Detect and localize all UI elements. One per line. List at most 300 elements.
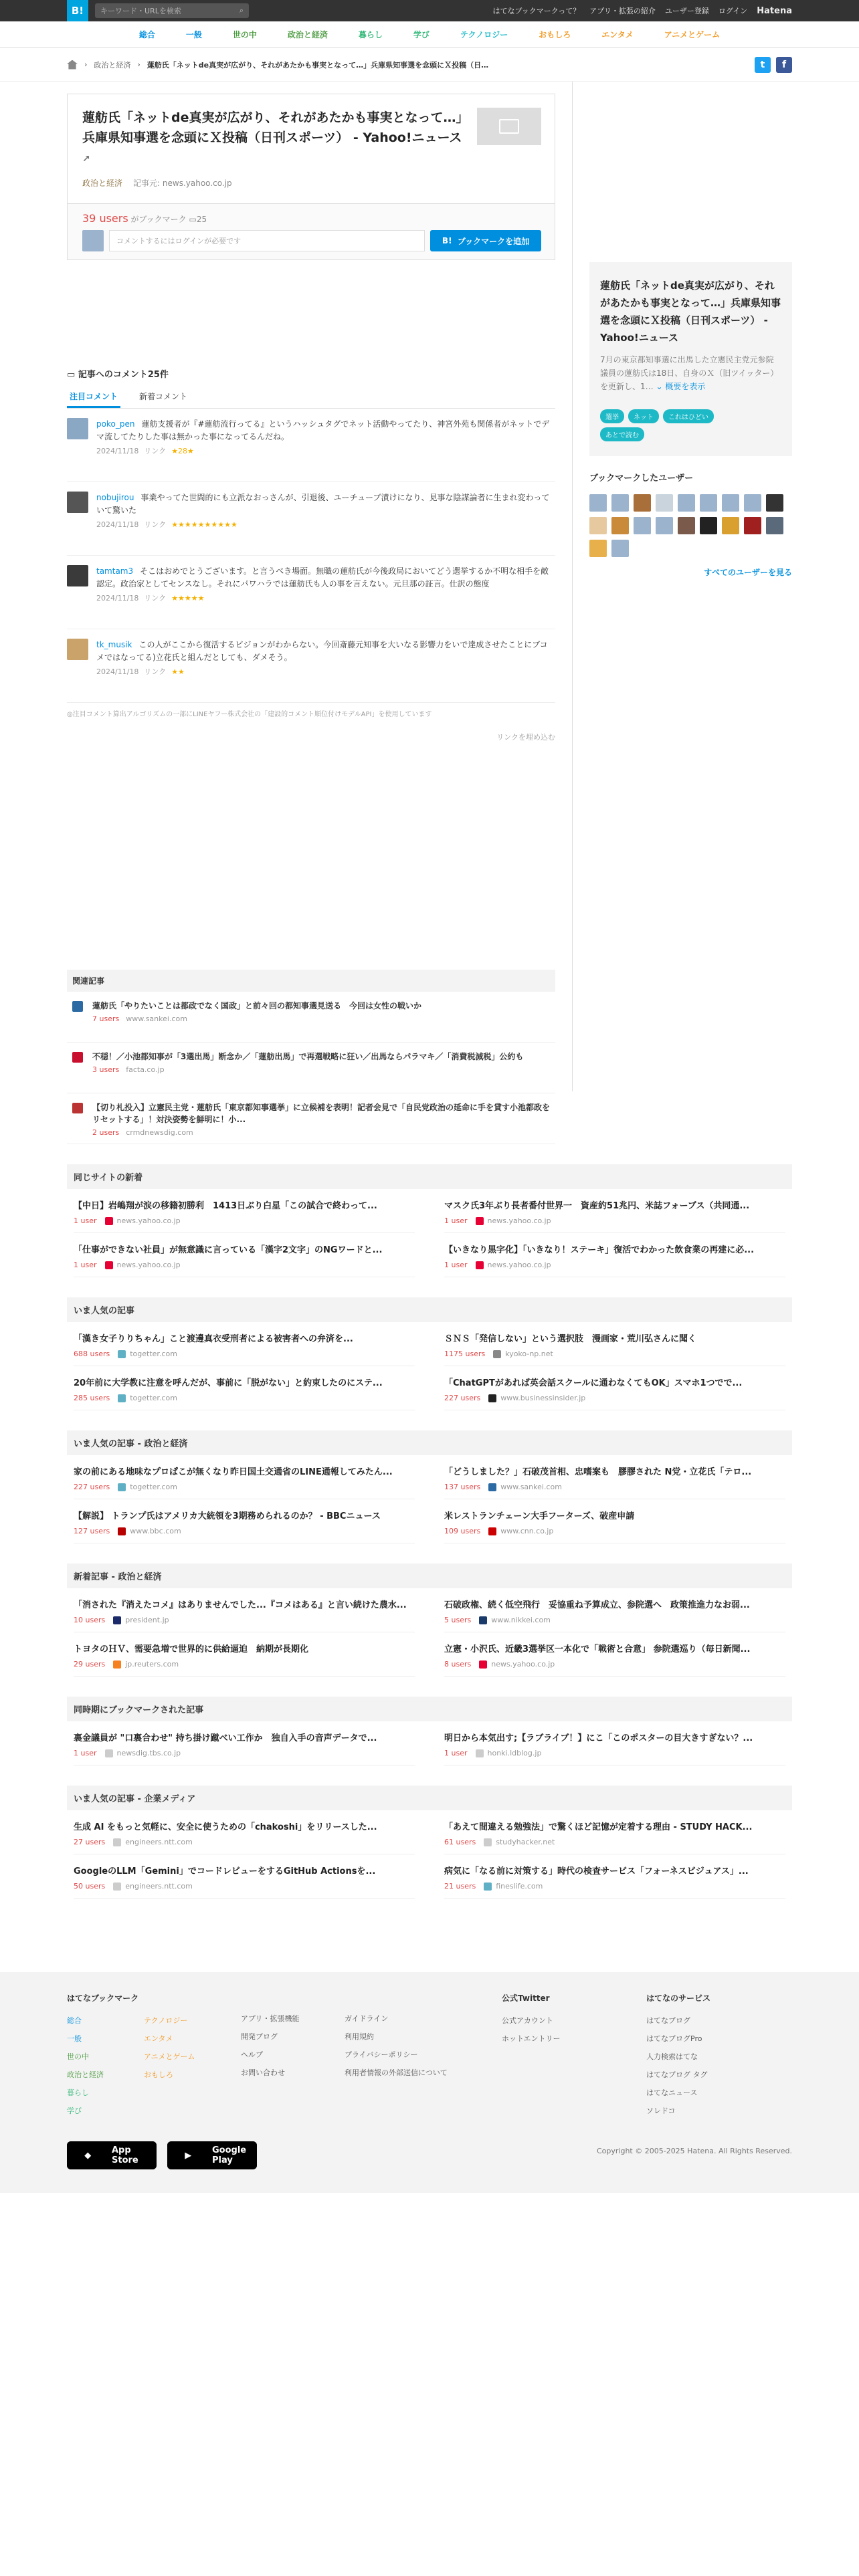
category-3[interactable]: 政治と経済 [287,30,328,39]
hatena-bookmark-logo[interactable]: B! [67,0,88,21]
comment-date: 2024/11/18 [96,447,139,455]
article-domain[interactable]: togetter.com [130,1394,177,1402]
article-meta [74,1216,415,1225]
tab-new-comments[interactable]: 新着コメント [139,392,188,401]
comment-text: 事業やってた世間的にも立派なおっさんが、引退後、ユーチューブ漬けになり、見事な陰謀論者に生まれ変わっていて驚いた [96,493,550,515]
user-avatar[interactable] [766,517,783,534]
footer-link[interactable]: 暮らし [67,2088,89,2097]
article-domain[interactable]: www.sankei.com [500,1483,562,1491]
entry-thumbnail[interactable] [477,108,541,145]
footer-link[interactable]: 人力検索はてな [646,2052,698,2061]
user-avatar[interactable] [589,494,607,512]
related-users[interactable]: 3 users [92,1065,120,1074]
comment-date: 2024/11/18 [96,594,139,603]
apple-icon: ◆ [67,2141,112,2169]
app-store-badge[interactable]: ◆ App Store [67,2141,157,2169]
article-users[interactable]: 1 user [444,1261,468,1269]
article-title[interactable]: 米レストランチェーン大手フーターズ、破産申請 [444,1511,635,1521]
star-rating[interactable]: ★★ [171,667,185,676]
category-5[interactable]: 学び [413,30,430,39]
user-avatar[interactable] [634,517,651,534]
article-domain[interactable]: president.jp [125,1616,169,1624]
comment-body [96,639,555,693]
bookmark-suffix: がブックマーク [130,215,187,224]
related-item[interactable] [67,1043,555,1093]
article-title[interactable]: 「消された『消えたコメ』はありませんでした...『コメはある』と言い続けた農水... [74,1600,407,1610]
article-domain[interactable]: studyhacker.net [496,1838,555,1846]
section-heading: 同じサイトの新着 [67,1164,792,1189]
about-link[interactable]: はてなブックマークって？ [492,7,581,15]
user-avatar[interactable] [744,517,761,534]
site-favicon-icon [484,1883,492,1891]
section-heading: いま人気の記事 - 政治と経済 [67,1430,792,1455]
comment-item [67,409,555,482]
article-title[interactable]: 「仕事ができない社員」が無意識に言っている「漢字2文字」のNGワードと... [74,1245,383,1255]
article-domain[interactable]: honki.ldblog.jp [487,1749,542,1757]
category-9[interactable]: アニメとゲーム [664,30,721,39]
article-domain[interactable]: news.yahoo.co.jp [116,1261,181,1269]
article-domain[interactable]: engineers.ntt.com [125,1838,193,1846]
article-meta [444,1749,785,1757]
user-avatar[interactable] [611,540,629,557]
facebook-share-icon[interactable]: f [776,57,792,73]
article-users[interactable]: 61 users [444,1838,476,1846]
comments-heading: ▭ 記事へのコメント25件 [67,370,169,380]
comment-user[interactable]: tamtam3 [96,566,134,576]
article-section [67,1564,792,1677]
article-domain[interactable]: www.bbc.com [130,1527,181,1535]
comment-body [96,492,555,546]
site-favicon-icon [72,1052,83,1063]
user-avatar[interactable] [678,517,695,534]
article-domain[interactable]: togetter.com [130,1350,177,1358]
comment-link[interactable]: リンク [144,447,167,455]
article-title[interactable]: 【いきなり黒字化】「いきなり！ステーキ」復活でわかった飲食業の再建に必... [444,1245,755,1255]
entry-summary-card [589,262,792,456]
article-title[interactable]: 生成 AI をもっと気軽に、安全に使うための「chakoshi」をリリースした... [74,1822,377,1832]
user-avatar[interactable] [589,517,607,534]
entry-category[interactable]: 政治と経済 [82,179,123,188]
site-favicon-icon [113,1660,121,1669]
article-meta [444,1216,785,1225]
search-box[interactable] [95,3,249,18]
article-users[interactable]: 27 users [74,1838,106,1846]
article-users[interactable]: 29 users [74,1660,106,1669]
entry-title[interactable]: 蓮舫氏「ネットde真実が広がり、それがあたかも事実となって…」兵庫県知事選を念頭にＸ投稿（日刊スポーツ） - Yahoo!ニュース ↗ [82,110,469,165]
related-meta [92,1065,523,1074]
article-section [67,1697,792,1765]
tag-chip[interactable]: これはひどい [663,409,714,423]
article-item[interactable] [444,1854,785,1899]
related-users[interactable]: 2 users [92,1128,120,1137]
footer-link[interactable]: はてなブログ [646,2016,690,2025]
article-title[interactable]: 20年前に大学教に注意を呼んだが、事前に「脱がない」と約束したのにステ... [74,1378,383,1388]
site-favicon-icon [476,1749,484,1757]
section-heading: 同時期にブックマークされた記事 [67,1697,792,1721]
article-users[interactable]: 1 user [74,1216,97,1225]
avatar[interactable] [67,639,88,660]
footer-link[interactable]: プライバシーポリシー [345,2050,418,2059]
avatar [82,230,104,251]
site-favicon-icon [118,1394,126,1402]
user-avatar[interactable] [722,494,739,512]
article-title[interactable]: マスク氏3年ぶり長者番付世界一 資産約51兆円、米誌フォーブス（共同通... [444,1201,750,1211]
related-title[interactable]: 【切り札投入】立憲民主党・蓮舫氏「東京都知事選挙」に立候補を表明！記者会見で「自民党政治の延命に手を貸す小池都政をリセットする」！対決姿勢を鮮明に！小... [92,1103,551,1124]
article-title[interactable]: 家の前にある地味なプロぱこが無くなり昨日国土交通省のLINE通報してみたん... [74,1467,393,1477]
article-title[interactable]: ＳＮＳ「発信しない」という選択肢 漫画家・荒川弘さんに聞く [444,1334,697,1344]
site-favicon-icon [488,1527,496,1535]
category-1[interactable]: 一般 [185,30,202,39]
site-favicon-icon [479,1616,487,1624]
footer-link[interactable]: エンタメ [144,2034,173,2043]
site-favicon-icon [476,1217,484,1225]
category-nav [0,21,859,48]
article-domain[interactable]: jp.reuters.com [125,1660,179,1669]
article-users[interactable]: 21 users [444,1882,476,1891]
comment-item [67,556,555,629]
related-item[interactable] [67,1093,555,1144]
article-item[interactable] [74,1322,415,1366]
tag-chip[interactable]: ネット [628,409,659,423]
site-favicon-icon [479,1660,487,1669]
article-item[interactable] [74,1455,415,1499]
site-favicon-icon [105,1749,113,1757]
show-summary-link[interactable]: ⌄ 概要を表示 [656,382,706,391]
footer-link[interactable]: 総合 [67,2016,82,2025]
summary-title[interactable]: 蓮舫氏「ネットde真実が広がり、それがあたかも事実となって…」兵庫県知事選を念頭にＸ投稿（日刊スポーツ） - Yahoo!ニュース [600,280,781,344]
article-title[interactable]: GoogleのLLM「Gemini」でコードレビューをするGitHub Actionsを... [74,1866,376,1876]
footer-link[interactable]: アプリ・拡張機能 [241,2014,300,2023]
twitter-share-icon[interactable]: t [755,57,771,73]
entry-source[interactable]: news.yahoo.co.jp [162,179,232,188]
article-item[interactable] [74,1854,415,1899]
category-0[interactable]: 総合 [138,30,155,39]
apps-link[interactable]: アプリ・拡張の紹介 [589,7,656,15]
article-domain[interactable]: kyoko-np.net [505,1350,553,1358]
footer-link[interactable]: おもしろ [144,2070,173,2079]
article-users[interactable]: 285 users [74,1394,110,1402]
article-meta [74,1394,415,1402]
article-meta [444,1527,785,1535]
related-title[interactable]: 不穏！／小池都知事が「3選出馬」断念か／「蓮舫出馬」で再選戦略に狂い／出馬ならパラマキ／「消費税減税」公約も [92,1052,524,1061]
article-users[interactable]: 1 user [74,1749,97,1757]
category-2[interactable]: 世の中 [232,30,257,39]
site-favicon-icon [488,1394,496,1402]
article-item[interactable] [74,1721,415,1765]
article-domain[interactable]: news.yahoo.co.jp [487,1216,551,1225]
article-item[interactable] [444,1366,785,1410]
entry-box: 蓮舫氏「ネットde真実が広がり、それがあたかも事実となって…」兵庫県知事選を念頭にＸ投稿（日刊スポーツ） - Yahoo!ニュース ↗ 政治と経済 記事元: news.yahoo.co.jp 39 users がブックマーク ▭25 コメントするにはログインが必要です B! ブックマークを追加 [67,94,555,260]
article-item[interactable] [444,1721,785,1765]
article-section [67,1297,792,1410]
site-favicon-icon [105,1217,113,1225]
algorithm-note: ◎注目コメント算出アルゴリズムの一部にLINEヤフー株式会社の「建設的コメント順位付けモデルAPI」を使用しています [67,711,432,718]
breadcrumb-category[interactable]: 政治と経済 [94,60,131,70]
article-title[interactable]: 【解説】 トランプ氏はアメリカ大統領を3期務められるのか？ - BBCニュース [74,1511,381,1521]
comment-meta [96,592,555,605]
user-avatar[interactable] [611,494,629,512]
article-users[interactable]: 688 users [74,1350,110,1358]
top-bar [0,0,859,21]
user-avatar[interactable] [656,517,673,534]
article-title[interactable]: 「漢き女子りりちゃん」こと渡邊真衣受刑者による被害者への弁済を... [74,1334,353,1344]
article-domain[interactable]: engineers.ntt.com [125,1882,193,1891]
comment-text: そこはおめでとうございます。と言うべき場面。無職の蓮舫氏が今後政局においてどう選挙するか不明な相手を敵認定。政治家としてセンスなし。それにパワハラでは蓮舫氏も人の事を言えない。元旦那の証言。仕訳の態度 [96,566,549,588]
related-heading: 関連記事 [67,970,555,992]
footer [0,1972,859,2193]
article-section [67,1430,792,1543]
all-users-link[interactable]: すべてのユーザーを見る [704,568,792,577]
article-meta [444,1350,785,1358]
footer-link[interactable]: 一般 [67,2034,82,2043]
ad-space [67,742,555,963]
search-input[interactable]: キーワード・URLを検索 [100,7,181,15]
copyright: Copyright © 2005-2025 Hatena. All Rights Reserved. [596,2147,792,2155]
article-domain[interactable]: www.nikkei.com [491,1616,551,1624]
source-label: 記事元 [133,179,158,188]
article-title[interactable]: トヨタのＨＶ、需要急増で世界的に供給逼迫 納期が長期化 [74,1644,309,1654]
avatar[interactable] [67,418,88,439]
comment-item [67,482,555,556]
search-icon[interactable]: ⌕ [239,6,244,15]
register-link[interactable]: ユーザー登録 [664,7,709,15]
article-meta [74,1660,415,1669]
article-item[interactable] [444,1233,785,1277]
section-heading: いま人気の記事 - 企業メディア [67,1786,792,1810]
site-favicon-icon [113,1838,121,1846]
google-play-badge[interactable]: ▶ Google Play [167,2141,257,2169]
article-title[interactable]: 裏金議員が "口裏合わせ" 持ち掛け蹴べい工作か 独自入手の音声データで... [74,1733,377,1743]
hatena-brand[interactable]: Hatena [757,5,792,16]
star-rating[interactable]: ★★★★★★★★★★ [171,520,237,529]
footer-link[interactable]: テクノロジー [144,2016,188,2025]
article-item[interactable] [444,1632,785,1677]
article-item[interactable] [74,1366,415,1410]
footer-bookmark-heading: はてなブックマーク [67,1994,139,2003]
article-domain[interactable]: fineslife.com [496,1882,543,1891]
article-title[interactable]: 石破政権、続く低空飛行 妥協重ね予算成立、参院選へ 政策推進力なお弱... [444,1600,750,1610]
article-item[interactable] [74,1233,415,1277]
article-domain[interactable]: www.cnn.co.jp [500,1527,554,1535]
article-meta [74,1261,415,1269]
bookmark-users-heading: ブックマークしたユーザー [589,473,694,484]
article-title[interactable]: 「どうしました？」石破茂首相、忠嗜案も 膠膠された N党・立花氏「テロ... [444,1467,752,1477]
article-meta [444,1483,785,1491]
article-meta [444,1660,785,1669]
footer-link[interactable]: 政治と経済 [67,2070,104,2079]
footer-link[interactable]: 利用者情報の外部送信について [345,2068,448,2077]
article-users[interactable]: 109 users [444,1527,481,1535]
article-title[interactable]: 明日から本気出す;【ラブライブ！】にこ「このポスターの目大きすぎない？... [444,1733,753,1743]
user-avatar[interactable] [700,517,717,534]
external-link-icon[interactable]: ↗ [82,154,90,165]
site-favicon-icon [72,1001,83,1012]
article-meta [444,1616,785,1624]
site-favicon-icon [488,1483,496,1491]
footer-link[interactable]: 学び [67,2107,82,2115]
footer-twitter-heading: 公式Twitter [502,1994,550,2003]
article-users[interactable]: 137 users [444,1483,481,1491]
article-meta [74,1616,415,1624]
article-meta [74,1350,415,1358]
user-avatar[interactable] [700,494,717,512]
summary-text: 7月の東京都知事選に出馬した立憲民主党元参院議員の蓮舫氏は18日、自身のＸ（旧ツイッター）を更新し、1… [600,355,779,391]
article-item[interactable] [74,1588,415,1632]
embed-link[interactable]: リンクを埋め込む [496,733,555,742]
article-item[interactable] [444,1810,785,1854]
article-domain[interactable]: news.yahoo.co.jp [491,1660,555,1669]
site-favicon-icon [113,1883,121,1891]
article-item[interactable] [444,1455,785,1499]
footer-link[interactable]: ホットエントリー [502,2034,561,2043]
site-favicon-icon [118,1483,126,1491]
footer-link[interactable]: はてなブログPro [646,2034,702,2043]
article-item[interactable] [444,1322,785,1366]
comment-meta [96,518,555,531]
article-item[interactable] [74,1189,415,1233]
comment-link[interactable]: リンク [144,594,167,603]
article-users[interactable]: 50 users [74,1882,106,1891]
category-4[interactable]: 暮らし [358,30,383,39]
article-meta [444,1838,785,1846]
comment-body [96,418,555,472]
article-users[interactable]: 227 users [74,1483,110,1491]
comment-meta [96,445,555,457]
article-title[interactable]: 病気に「なる前に対策する」時代の検査サービス「フォーネスビジュアス」... [444,1866,749,1876]
comment-count: 25 [196,215,207,224]
footer-link[interactable]: ヘルプ [241,2050,263,2059]
comment-link[interactable]: リンク [144,520,167,529]
login-link[interactable]: ログイン [718,7,748,15]
site-favicon-icon [118,1350,126,1358]
footer-link[interactable]: はてなブログ タグ [646,2070,708,2079]
article-users[interactable]: 1 user [74,1261,97,1269]
comment-text: 蓮舫支援者が『#蓮舫流行ってる』というハッシュタグでネット活動やってたり、神宮外苑も関係者がネットでデマ流してたりした事は無かった事になってるんだね。 [96,419,550,441]
site-favicon-icon [476,1261,484,1269]
site-favicon-icon [484,1838,492,1846]
site-favicon-icon [72,1103,83,1113]
article-item[interactable] [74,1499,415,1543]
section-heading: 新着記事 - 政治と経済 [67,1564,792,1588]
category-6[interactable]: テクノロジー [460,30,508,39]
article-users[interactable]: 10 users [74,1616,106,1624]
article-item[interactable] [74,1810,415,1854]
article-item[interactable] [444,1189,785,1233]
comment-user[interactable]: poko_pen [96,419,135,429]
article-meta [444,1261,785,1269]
related-domain[interactable]: crmdnewsdig.com [126,1128,193,1137]
play-icon: ▶ [167,2141,212,2169]
comment-input[interactable]: コメントするにはログインが必要です [109,230,425,251]
article-users[interactable]: 8 users [444,1660,472,1669]
user-avatar[interactable] [744,494,761,512]
article-item[interactable] [444,1499,785,1543]
article-domain[interactable]: news.yahoo.co.jp [487,1261,551,1269]
comment-item [67,629,555,703]
footer-link[interactable]: アニメとゲーム [144,2052,195,2061]
user-avatar[interactable] [766,494,783,512]
user-avatar[interactable] [589,540,607,557]
article-domain[interactable]: newsdig.tbs.co.jp [116,1749,181,1757]
home-icon[interactable] [67,60,78,70]
comment-date: 2024/11/18 [96,520,139,529]
related-domain[interactable]: www.sankei.com [126,1014,187,1023]
article-meta [444,1882,785,1891]
footer-link[interactable]: 公式アカウント [502,2016,553,2025]
related-item[interactable] [67,992,555,1043]
article-domain[interactable]: www.businessinsider.jp [500,1394,586,1402]
category-7[interactable]: おもしろ [539,30,571,39]
article-users[interactable]: 227 users [444,1394,481,1402]
tag-chip[interactable]: 選挙 [600,409,624,423]
user-avatar[interactable] [722,517,739,534]
site-favicon-icon [118,1527,126,1535]
article-users[interactable]: 1 user [444,1749,468,1757]
add-bookmark-button[interactable]: B! ブックマークを追加 [430,230,541,251]
footer-link[interactable]: 世の中 [67,2052,89,2061]
footer-link[interactable]: ソレドコ [646,2107,676,2115]
comment-link[interactable]: リンク [144,667,167,676]
tab-featured-comments[interactable]: 注目コメント [67,387,120,408]
category-8[interactable]: エンタメ [601,30,634,39]
user-avatar[interactable] [611,517,629,534]
article-section [67,1786,792,1899]
site-favicon-icon [113,1616,121,1624]
comment-icon: ▭ [189,215,197,224]
footer-link[interactable]: お問い合わせ [241,2068,285,2077]
comment-user[interactable]: tk_musik [96,640,132,649]
article-title[interactable]: 【中日】岩嶋翔が涙の移籍初勝利 1413日ぶり白星「この試合で終わって... [74,1201,377,1211]
article-item[interactable] [444,1588,785,1632]
breadcrumb-title: 蓮舫氏「ネットde真実が広がり、それがあたかも事実となって…」兵庫県知事選を念頭にＸ投稿（日… [147,60,489,70]
related-meta [92,1128,550,1137]
article-item[interactable] [74,1632,415,1677]
tag-chip[interactable]: あとで読む [600,427,644,441]
comment-body [96,565,555,619]
avatar[interactable] [67,492,88,513]
article-title[interactable]: 「ChatGPTがあれば英会話スクールに通わなくてもOK」スマホ1つでで... [444,1378,743,1388]
article-users[interactable]: 1 user [444,1216,468,1225]
section-heading: いま人気の記事 [67,1297,792,1322]
article-users[interactable]: 5 users [444,1616,472,1624]
avatar[interactable] [67,565,88,586]
related-users[interactable]: 7 users [92,1014,120,1023]
star-rating[interactable]: ★28★ [171,447,194,455]
user-avatar[interactable] [656,494,673,512]
footer-link[interactable]: 開発ブログ [241,2032,278,2041]
site-favicon-icon [105,1261,113,1269]
comment-user[interactable]: nobujirou [96,493,134,502]
comment-text: この人がここから復活するビジョンがわからない。今回斎藤元知事を大いなる影響力をいで達成させたことにブコメではなってる)立花氏と組んだとしても、ダメそう。 [96,640,548,662]
article-users[interactable]: 127 users [74,1527,110,1535]
footer-link[interactable]: はてなニュース [646,2088,698,2097]
footer-link[interactable]: ガイドライン [345,2014,389,2023]
related-title[interactable]: 蓮舫氏「やりたいことは都政でなく国政」と前々回の都知事選見送る 今回は女性の戦いか [92,1001,422,1010]
bookmark-users-count[interactable]: 39 users [82,212,128,225]
star-rating[interactable]: ★★★★★ [171,594,205,603]
article-title[interactable]: 「あえて間違える勉強法」で驚くほど記憶が定着する理由 - STUDY HACK... [444,1822,753,1832]
user-avatar[interactable] [678,494,695,512]
footer-link[interactable]: 利用規約 [345,2032,374,2041]
footer-services-heading: はてなのサービス [646,1994,711,2003]
user-avatar[interactable] [634,494,651,512]
article-title[interactable]: 立憲・小沢氏、近畿3選挙区一本化で「戦術と合意」 参院選巡り（毎日新聞... [444,1644,751,1654]
article-meta [444,1394,785,1402]
related-domain[interactable]: facta.co.jp [126,1065,165,1074]
article-domain[interactable]: news.yahoo.co.jp [116,1216,181,1225]
article-domain[interactable]: togetter.com [130,1483,177,1491]
article-users[interactable]: 1175 users [444,1350,486,1358]
